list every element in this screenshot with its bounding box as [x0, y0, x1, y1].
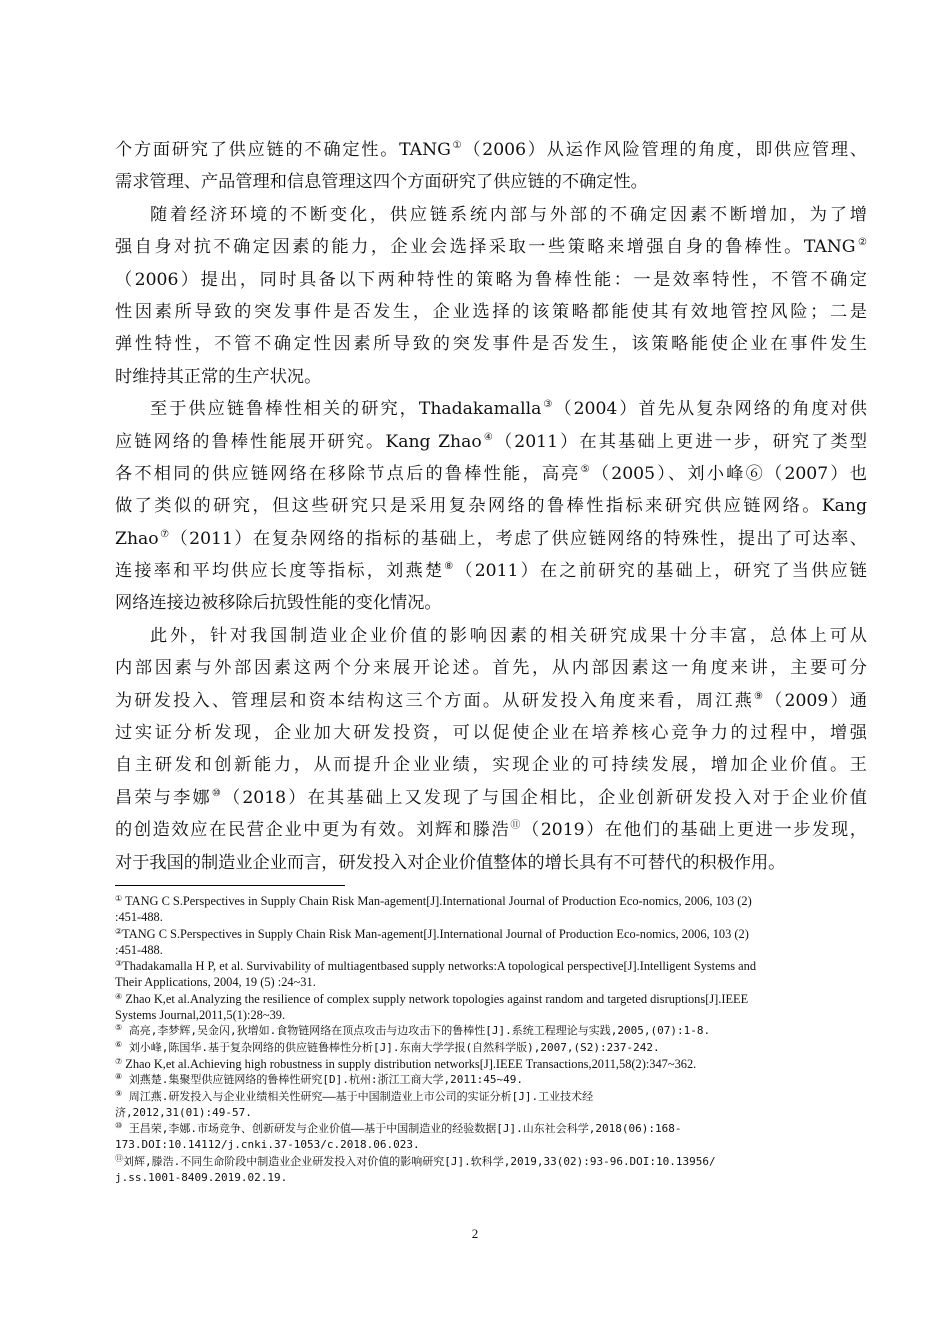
- footnote-continuation: Their Applications, 2004, 19 (5) :24~31.: [115, 975, 316, 990]
- body-text: [115, 134, 867, 879]
- page-number: 2: [471, 1226, 479, 1241]
- body-line: 需求管理、产品管理和信息管理这四个方面研究了供应链的不确定性。: [115, 172, 648, 193]
- footnote: ① TANG C S.Perspectives in Supply Chain Risk Man-agement[J].International Journal of Production Eco-nomics, 2006, 103 (2): [115, 894, 752, 908]
- body-line: 强自身对抗不确定因素的能力，企业会选择采取一些策略来增强自身的鲁棒性。TANG②: [115, 237, 867, 258]
- footnote-separator: [115, 885, 345, 886]
- footnote: ③Thadakamalla H P, et al. Survivability of multiagentbased supply networks:A topological perspective[J].Intelligent Systems and: [115, 959, 757, 974]
- body-line: 对于我国的制造业企业而言，研发投入对企业价值整体的增长具有不可替代的积极作用。: [115, 852, 786, 873]
- body-line: 性因素所导致的突发事件是否发生，企业选择的该策略都能使其有效地管控风险；二是: [115, 301, 867, 322]
- footnote-continuation: 173.DOI:10.14112/j.cnki.37-1053/c.2018.06.023.: [115, 1138, 420, 1152]
- paragraph-start: 此外，针对我国制造业企业价值的影响因素的相关研究成果十分丰富，总体上可从: [150, 625, 867, 646]
- body-line: 的创造效应在民营企业中更为有效。刘辉和滕浩⑪（2019）在他们的基础上更进一步发现，: [115, 820, 867, 841]
- footnote: ④ Zhao K,et al.Analyzing the resilience of complex supply network topologies against random and targeted disruptions[J].IEEE: [115, 991, 749, 1006]
- body-line: 个方面研究了供应链的不确定性。TANG①（2006）从运作风险管理的角度，即供应管理、: [115, 140, 867, 160]
- footnote: ⑧ 刘燕楚.集聚型供应链网络的鲁棒性研究[D].杭州:浙江工商大学,2011:45~49.: [115, 1072, 523, 1087]
- body-line: Zhao⑦（2011）在复杂网络的指标的基础上，考虑了供应链网络的特殊性，提出了可达率、: [115, 528, 867, 549]
- footnote: ⑤ 高亮,李梦辉,吴金闪,狄增如.食物链网络在顶点攻击与边攻击下的鲁棒性[J].系统工程理论与实践,2005,(07):1-8.: [115, 1023, 711, 1038]
- footnote: ⑩ 王昌荣,李娜.市场竞争、创新研发与企业价值——基于中国制造业的经验数据[J].山东社会科学,2018(06):168-: [115, 1121, 682, 1136]
- paragraph-start: 随着经济环境的不断变化，供应链系统内部与外部的不确定因素不断增加，为了增: [150, 204, 867, 225]
- footnote: ②TANG C S.Perspectives in Supply Chain Risk Man-agement[J].International Journal of Production Eco-nomics, 2006, 103 (2): [115, 926, 749, 941]
- body-line: 连接率和平均供应长度等指标，刘燕楚⑧（2011）在之前研究的基础上，研究了当供应链: [115, 561, 867, 582]
- body-line: 内部因素与外部因素这两个分来展开论述。首先，从内部因素这一角度来讲，主要可分: [115, 658, 867, 679]
- footnote: ⑥ 刘小峰,陈国华.基于复杂网络的供应链鲁棒性分析[J].东南大学学报(自然科学版),2007,(S2):237-242.: [115, 1039, 660, 1054]
- footnote-continuation: Systems Journal,2011,5(1):28~39.: [115, 1008, 286, 1023]
- footnote-continuation: 济,2012,31(01):49-57.: [115, 1105, 252, 1119]
- footnote: ⑪刘辉,滕浩.不同生命阶段中制造业企业研发投入对价值的影响研究[J].软科学,2019,33(02):93-96.DOI:10.13956/: [115, 1153, 716, 1168]
- footnote-continuation: j.ss.1001-8409.2019.02.19.: [115, 1171, 288, 1185]
- footnotes: [115, 893, 865, 1186]
- body-line: 过实证分析发现，企业加大研发投资，可以促使企业在培养核心竞争力的过程中，增强: [115, 723, 867, 744]
- footnote-continuation: :451-488.: [115, 942, 163, 957]
- paragraph-start: 至于供应链鲁棒性相关的研究，Thadakamalla③（2004）首先从复杂网络的角度对供: [150, 399, 867, 420]
- footnote: ⑦ Zhao K,et al.Achieving high robustness in supply distribution networks[J].IEEE Transactions,2011,58(2):347~362.: [115, 1056, 697, 1071]
- body-line: 昌荣与李娜⑩（2018）在其基础上又发现了与国企相比，企业创新研发投入对于企业价值: [115, 787, 867, 808]
- body-line: 时维持其正常的生产状况。: [115, 366, 322, 387]
- footnote-continuation: :451-488.: [115, 910, 163, 925]
- body-line: 做了类似的研究，但这些研究只是采用复杂网络的鲁棒性指标来研究供应链网络。Kang: [115, 496, 867, 517]
- body-line: 弹性特性，不管不确定性因素所导致的突发事件是否发生，该策略能使企业在事件发生: [115, 334, 867, 355]
- footnote: ⑨ 周江燕.研发投入与企业业绩相关性研究——基于中国制造业上市公司的实证分析[J].工业技术经: [115, 1088, 594, 1103]
- body-line: 为研发投入、管理层和资本结构这三个方面。从研发投入角度来看，周江燕⑨（2009）通: [115, 690, 867, 711]
- body-line: 应链网络的鲁棒性能展开研究。Kang Zhao④（2011）在其基础上更进一步，研究了类型: [115, 431, 867, 452]
- body-line: （2006）提出，同时具备以下两种特性的策略为鲁棒性能：一是效率特性，不管不确定: [115, 269, 867, 290]
- body-line: 自主研发和创新能力，从而提升企业业绩，实现企业的可持续发展，增加企业价值。王: [115, 755, 867, 776]
- body-line: 网络连接边被移除后抗毁性能的变化情况。: [115, 593, 442, 614]
- body-line: 各不相同的供应链网络在移除节点后的鲁棒性能，高亮⑤（2005）、刘小峰⑥（2007）也: [115, 463, 867, 484]
